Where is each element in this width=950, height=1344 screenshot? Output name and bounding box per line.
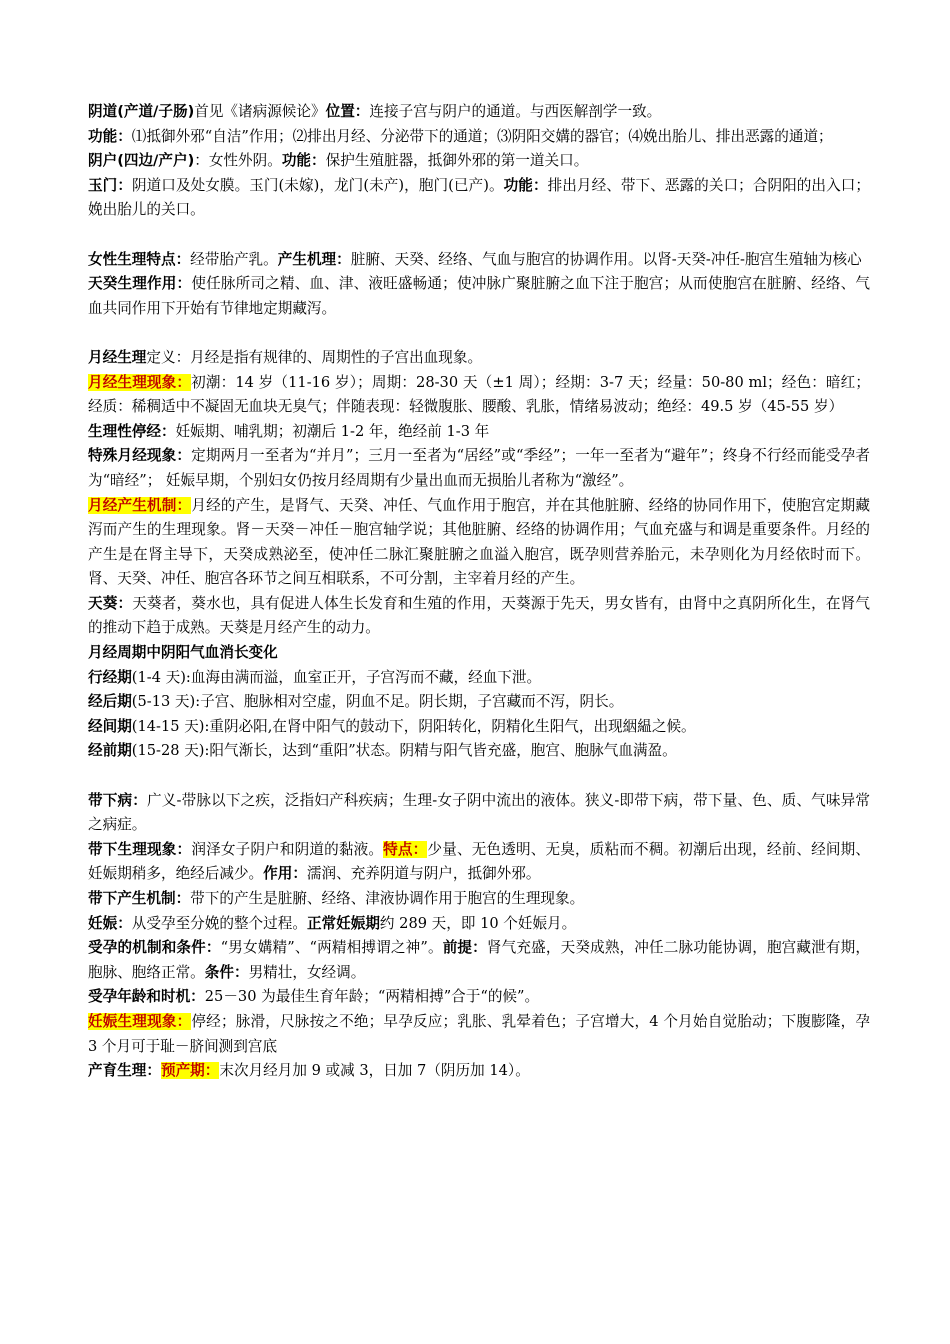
term-mechanism: 产生机理：: [277, 250, 351, 268]
highlight-pregnancy-phenomena: 妊娠生理现象：: [88, 1012, 192, 1030]
term-menses-phase: 行经期: [88, 668, 132, 686]
text: 定期两月一至者为“并月”；三月一至者为“居经”或“季经”；一年一至者为“避年”；终身不行经而能受孕者为“暗经”； 妊娠早期，个别妇女仍按月经周期有少量出血而无损胎儿者称为“激经”。: [88, 447, 870, 489]
term-premenses-phase: 经前期: [88, 742, 132, 760]
term-daixia-phenomena: 带下生理现象：: [88, 840, 192, 858]
term-female-physiology: 女性生理特点：: [88, 250, 191, 268]
text: (15-28 天):阳气渐长，达到“重阳”状态。阴精与阳气皆充盛，胞宫、胞脉气血满盈。: [131, 742, 677, 760]
term-function: 功能：: [281, 152, 326, 170]
highlight-due-date: 预产期：: [160, 1062, 220, 1080]
text: 月经的产生，是肾气、天癸、冲任、气血作用于胞宫，并在其他脏腑、经络的协同作用下，使胞宫定期藏泻而产生的生理现象。肾－天癸－冲任－胞宫轴学说；其他脏腑、经络的协调作用；气血充盛与和调是重要条件。月经的产生是在肾主导下，天癸成熟泌至，使冲任二脉汇聚脏腑之血溢入胞宫，既孕则营养胎元，未孕则化为月经依时而下。肾、天癸、冲任、胞宫各环节之间互相联系，不可分割，主宰着月经的产生。: [88, 496, 870, 588]
text: 25－30 为最佳生育年龄；“两精相搏”合于“的候”。: [204, 988, 540, 1006]
text: ⑴抵御外邪“自洁”作用；⑵排出月经、分泌带下的通道；⑶阴阳交媾的器官；⑷娩出胎儿、排出恶露的通道；: [131, 127, 833, 145]
term-intermenstrual-phase: 经间期: [88, 717, 132, 735]
text: 少量、无色透明、无臭，质粘而不稠。初潮后出现，经前、经间期、妊娠期稍多，绝经后减少。: [88, 840, 870, 883]
term-pregnancy: 妊娠：: [88, 914, 132, 932]
text: 从受孕至分娩的整个过程。: [131, 914, 307, 932]
text: 濡润、充养阴道与阴户，抵御外邪。: [306, 865, 541, 883]
paragraph-conception: [88, 936, 870, 985]
text: 首见《诸病源候论》: [194, 103, 326, 120]
paragraph-menses-phase: [88, 666, 870, 691]
paragraph-menstruation-mechanism: [88, 494, 870, 592]
term-menstruation: 月经生理: [88, 348, 147, 366]
text: 保护生殖脏器，抵御外邪的第一道关口。: [325, 152, 589, 170]
paragraph-intermenstrual-phase: [88, 715, 870, 740]
term-position: 位置：: [325, 103, 370, 120]
term-normal-gestation: 正常妊娠期: [306, 914, 380, 932]
term-tiankui: 天葵：: [88, 594, 133, 612]
text: 带下的产生是脏腑、经络、津液协调作用于胞宫的生理现象。: [190, 890, 585, 907]
paragraph-childbirth: [88, 1059, 870, 1084]
term-tiangui-function: 天癸生理作用：: [88, 275, 192, 293]
paragraph-tiankui: [88, 592, 870, 641]
paragraph-daixia-phenomena: [88, 838, 870, 887]
paragraph-menstruation-phenomena: [88, 371, 870, 420]
paragraph-tiangui-function: [88, 272, 870, 321]
paragraph-vulva: [88, 149, 870, 174]
text: 约 289 天，即 10 个妊娠月。: [379, 914, 577, 932]
term-postmenses-phase: 经后期: [88, 693, 132, 711]
text: 排出月经、带下、恶露的关口；合阴阳的出入口；娩出胎儿的关口。: [88, 176, 870, 219]
text: 初潮：14 岁（11-16 岁）；周期：28-30 天（±1 周）；经期：3-7 天；经量：50-80 ml；经色：暗红；经质：稀稠适中不凝固无血块无臭气；伴随表现：轻微腹胀、腰酸、乳胀，情绪易波动；绝经：49.5 岁（45-55 岁）: [88, 373, 870, 416]
term-vagina: 阴道(产道/子肠): [88, 103, 195, 120]
heading-cycle-changes: 月经周期中阴阳气血消长变化: [88, 644, 278, 662]
term-physiological-amenorrhea: 生理性停经：: [88, 422, 176, 440]
text: 广义-带脉以下之疾，泛指妇产科疾病；生理-女子阴中流出的液体。狭义-即带下病，带下量、色、质、气味异常之病症。: [88, 791, 870, 834]
term-effect: 作用：: [263, 865, 307, 883]
paragraph-yumen: [88, 174, 870, 223]
text: (1-4 天):血海由满而溢，血室正开，子宫泻而不藏，经血下泄。: [131, 668, 542, 686]
blank-line: [88, 764, 870, 789]
term-daixia-mechanism: 带下产生机制：: [88, 890, 191, 907]
paragraph-pregnancy: [88, 912, 870, 937]
term-conception: 受孕的机制和条件：: [88, 939, 221, 957]
text: 停经；脉滑，尺脉按之不绝；早孕反应；乳胀、乳晕着色；子宫增大，4 个月始自觉胎动；下腹膨隆，孕 3 个月可于耻－脐间测到宫底: [88, 1012, 870, 1055]
paragraph-premenses-phase: [88, 739, 870, 764]
blank-line: [88, 321, 870, 346]
text: 天葵者，葵水也，具有促进人体生长发育和生殖的作用，天葵源于先天，男女皆有，由肾中之真阴所化生，在肾气的推动下趋于成熟。天葵是月经产生的动力。: [88, 594, 870, 637]
term-function: 功能：: [88, 127, 132, 145]
term-daixia-disease: 带下病：: [88, 791, 147, 809]
text: 末次月经月加 9 或减 3，日加 7（阴历加 14）。: [219, 1062, 530, 1080]
paragraph-conception-age: [88, 985, 870, 1010]
text: 润泽女子阴户和阴道的黏液。: [191, 840, 384, 858]
paragraph-postmenses-phase: [88, 690, 870, 715]
term-condition: 条件：: [204, 963, 249, 981]
text: ：女性外阴。: [194, 152, 282, 170]
term-function: 功能：: [503, 176, 548, 194]
paragraph-special-menstruation: [88, 444, 870, 493]
text: 连接子宫与阴户的通道。与西医解剖学一致。: [369, 103, 662, 120]
term-conception-age: 受孕年龄和时机：: [88, 988, 205, 1006]
paragraph-female-physiology: [88, 248, 870, 273]
paragraph-menstruation-def: [88, 346, 870, 371]
text: 肾气充盛，天癸成熟，冲任二脉功能协调，胞宫藏泄有期，胞脉、胞络正常。: [88, 939, 870, 981]
term-premise: 前提：: [442, 939, 487, 957]
paragraph-vagina-function: [88, 125, 870, 150]
text: 经带胎产乳。: [190, 250, 278, 268]
text: “男女媾精”、“两精相搏谓之神”。: [220, 939, 443, 957]
text: 脏腑、天癸、经络、气血与胞宫的协调作用。以肾-天癸-冲任-胞宫生殖轴为核心: [350, 250, 862, 268]
blank-line: [88, 223, 870, 248]
paragraph-pregnancy-phenomena: [88, 1010, 870, 1059]
text: 使任脉所司之精、血、津、液旺盛畅通；使冲脉广聚脏腑之血下注于胞宫；从而使胞宫在脏腑、经络、气血共同作用下开始有节律地定期藏泻。: [88, 275, 870, 317]
term-vulva: 阴户(四边/产户): [88, 152, 195, 170]
text: (5-13 天):子宫、胞脉相对空虚，阴血不足。阴长期，子宫藏而不泻，阴长。: [131, 693, 624, 711]
term-yumen: 玉门：: [88, 176, 132, 194]
highlight-features: 特点：: [383, 840, 428, 858]
highlight-menstruation-phenomena: 月经生理现象：: [88, 373, 192, 391]
text: 妊娠期、哺乳期；初潮后 1-2 年，绝经前 1-3 年: [175, 422, 490, 440]
paragraph-daixia-mechanism: [88, 887, 870, 912]
text: (14-15 天):重阴必阳,在肾中阳气的鼓动下，阴阳转化，阴精化生阳气，出现絪緼之候。: [131, 717, 696, 735]
paragraph-physiological-amenorrhea: [88, 420, 870, 445]
text: 定义：月经是指有规律的、周期性的子宫出血现象。: [146, 348, 483, 366]
paragraph-daixia-disease: [88, 789, 870, 838]
text: 阴道口及处女膜。玉门(未嫁)，龙门(未产)，胞门(已产)。: [131, 176, 504, 194]
term-special-menstruation: 特殊月经现象：: [88, 447, 192, 465]
paragraph-vagina: [88, 100, 870, 125]
term-childbirth: 产育生理：: [88, 1062, 161, 1080]
text: 男精壮，女经调。: [248, 963, 366, 981]
highlight-menstruation-mechanism: 月经产生机制：: [88, 496, 192, 514]
paragraph-cycle-heading: [88, 641, 870, 666]
